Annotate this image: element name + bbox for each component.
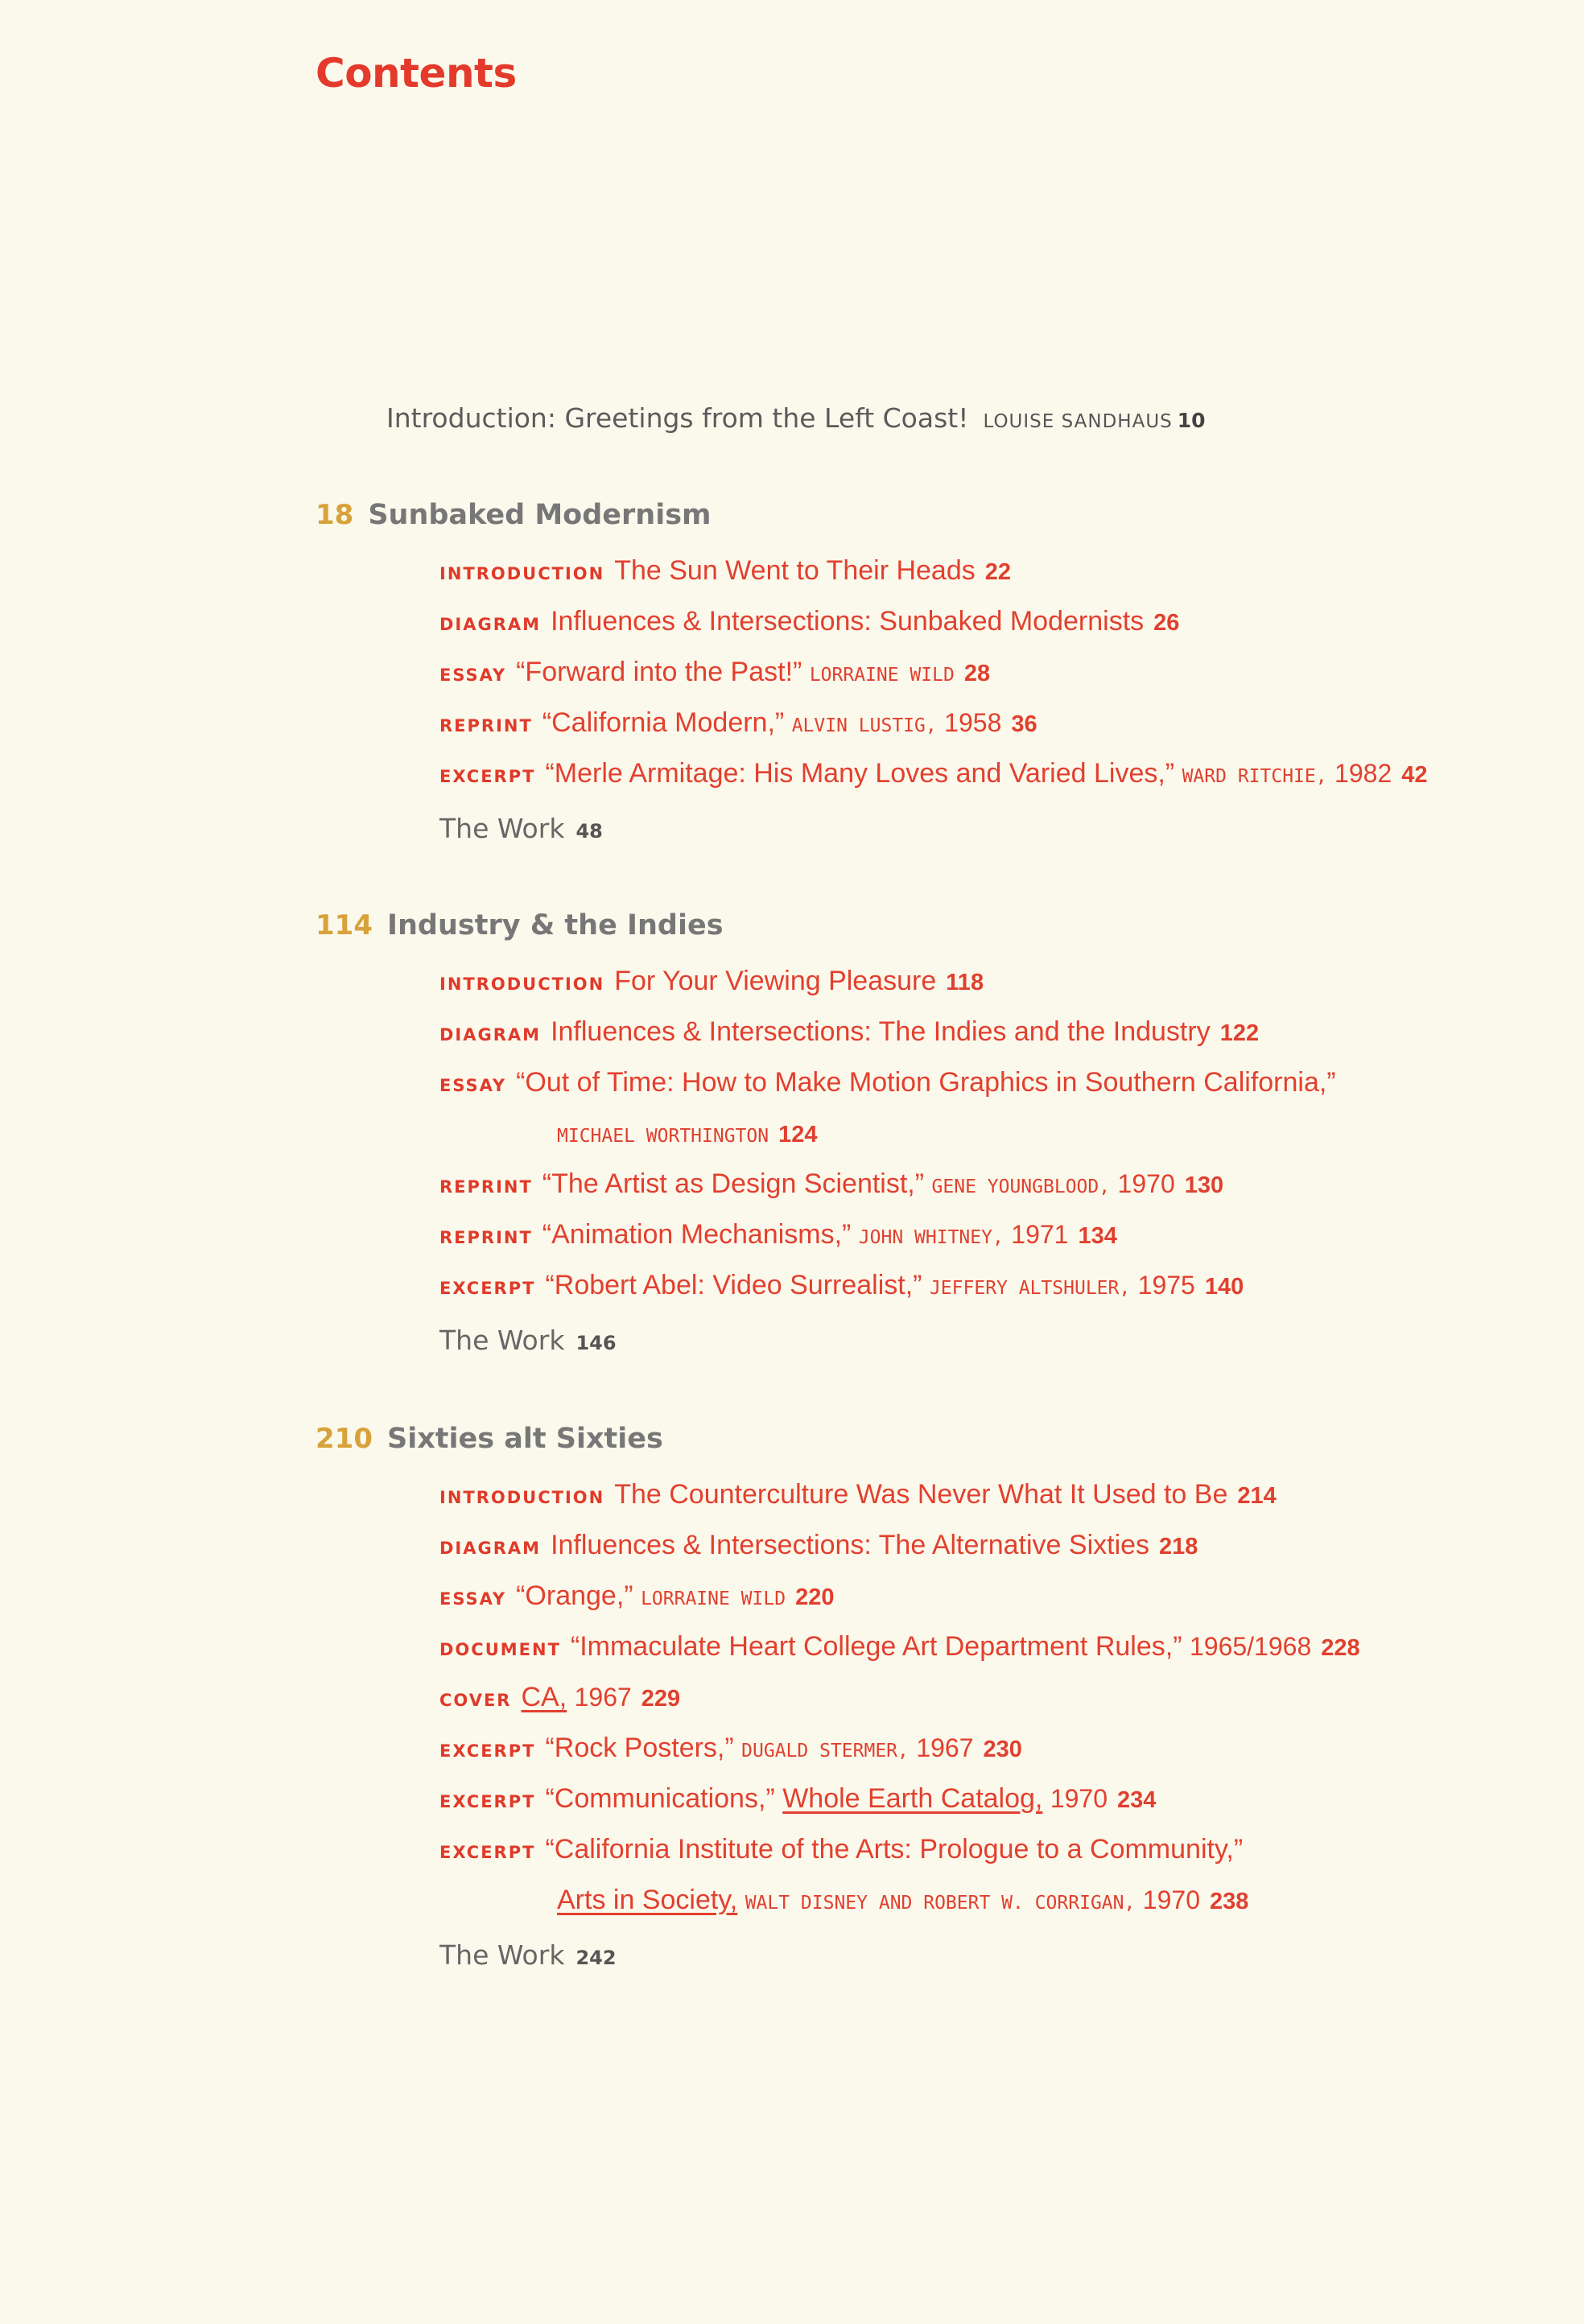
entry-page-number: 124 xyxy=(778,1122,818,1148)
section-heading[interactable] xyxy=(316,499,1428,546)
entry-title: “Immaculate Heart College Art Department Rules,” xyxy=(570,1631,1182,1662)
entry-page-number: 122 xyxy=(1219,1020,1260,1046)
section-title: Sunbaked Modernism xyxy=(368,499,712,531)
entry-type-label: EXCERPT xyxy=(439,1843,536,1862)
the-work-page-number: 48 xyxy=(575,820,603,843)
entry-year: 1970 xyxy=(1050,1784,1108,1813)
entry-page-number: 42 xyxy=(1401,762,1428,788)
entry-title: Influences & Intersections: The Alternative Sixties xyxy=(551,1530,1150,1560)
entry-page-number: 130 xyxy=(1184,1172,1224,1198)
entry-page-number: 22 xyxy=(984,559,1012,585)
entry-page-number: 214 xyxy=(1237,1483,1277,1509)
entry-title: The Counterculture Was Never What It Used to Be xyxy=(614,1479,1228,1510)
entry-page-number: 140 xyxy=(1204,1274,1244,1300)
entry-author: GENE YOUNGBLOOD, xyxy=(931,1176,1111,1197)
entry-title: “Forward into the Past!” xyxy=(516,657,802,687)
entry-author: LORRAINE WILD xyxy=(809,665,955,686)
entry-author: LORRAINE WILD xyxy=(641,1588,786,1609)
entry-continuation[interactable] xyxy=(439,1875,1360,1926)
the-work-entry[interactable] xyxy=(439,1926,1360,1982)
entry-type-label: EXCERPT xyxy=(439,1741,536,1761)
entry-continuation[interactable] xyxy=(439,1108,1336,1159)
entry-page-number: 238 xyxy=(1209,1889,1249,1914)
section-title: Industry & the Indies xyxy=(386,909,724,942)
section xyxy=(316,909,1336,1367)
entry-title: Influences & Intersections: The Indies and the Industry xyxy=(551,1016,1211,1047)
entry-author: WARD RITCHIE, xyxy=(1182,766,1327,787)
entry-type-label: DOCUMENT xyxy=(439,1640,561,1659)
section-page-number: 18 xyxy=(316,499,354,531)
entry-page-number: 134 xyxy=(1078,1223,1117,1249)
entry-year: 1970 xyxy=(1142,1885,1200,1914)
entry-list xyxy=(439,1469,1360,1982)
toc-entry[interactable] xyxy=(439,956,1336,1007)
toc-entry[interactable] xyxy=(439,1159,1336,1209)
toc-entry[interactable] xyxy=(439,1774,1360,1824)
entry-type-label: REPRINT xyxy=(439,1228,533,1247)
entry-type-label: EXCERPT xyxy=(439,1279,536,1298)
entry-page-number: 218 xyxy=(1159,1534,1198,1560)
entry-page-number: 118 xyxy=(946,970,984,995)
section-title: Sixties alt Sixties xyxy=(386,1423,663,1455)
toc-entry[interactable] xyxy=(439,1621,1360,1672)
the-work-entry[interactable] xyxy=(439,799,1428,855)
toc-entry[interactable] xyxy=(439,1260,1336,1311)
entry-list xyxy=(439,956,1336,1367)
entry-list xyxy=(439,546,1428,855)
section-heading[interactable] xyxy=(316,1423,1360,1469)
entry-page-number: 26 xyxy=(1153,610,1180,636)
entry-title: “The Artist as Design Scientist,” xyxy=(542,1168,925,1199)
toc-entry[interactable] xyxy=(439,698,1428,748)
entry-year: 1958 xyxy=(944,708,1002,737)
entry-page-number: 229 xyxy=(641,1686,681,1712)
entry-year: 1967 xyxy=(916,1733,974,1762)
intro-author: LOUISE SANDHAUS xyxy=(983,411,1173,432)
entry-author: JEFFERY ALTSHULER, xyxy=(929,1278,1131,1299)
intro-title: Introduction: Greetings from the Left Coast! xyxy=(386,402,969,434)
section-page-number: 210 xyxy=(316,1423,373,1455)
the-work-label: The Work xyxy=(439,1325,565,1356)
entry-type-label: ESSAY xyxy=(439,665,507,685)
toc-entry[interactable] xyxy=(439,748,1428,799)
entry-type-label: EXCERPT xyxy=(439,767,536,786)
entry-type-label: INTRODUCTION xyxy=(439,975,605,994)
the-work-page-number: 146 xyxy=(575,1332,617,1354)
the-work-page-number: 242 xyxy=(575,1947,617,1969)
entry-type-label: DIAGRAM xyxy=(439,1025,542,1045)
entry-title: Influences & Intersections: Sunbaked Modernists xyxy=(551,606,1145,637)
page-title: Contents xyxy=(316,50,517,97)
entry-title: “Communications,” xyxy=(545,1783,775,1814)
section-heading[interactable] xyxy=(316,909,1336,956)
toc-entry[interactable] xyxy=(439,1007,1336,1057)
entry-type-label: REPRINT xyxy=(439,716,533,736)
intro-page-number: 10 xyxy=(1177,409,1206,432)
entry-page-number: 234 xyxy=(1117,1787,1157,1813)
section xyxy=(316,499,1428,855)
entry-page-number: 230 xyxy=(983,1737,1022,1762)
entry-author: JOHN WHITNEY, xyxy=(858,1227,1004,1248)
toc-entry[interactable] xyxy=(439,1723,1360,1774)
entry-year: 1967 xyxy=(574,1683,632,1712)
the-work-entry[interactable] xyxy=(439,1311,1336,1367)
toc-entry[interactable] xyxy=(439,1824,1360,1875)
toc-entry[interactable] xyxy=(439,1520,1360,1571)
toc-entry[interactable] xyxy=(439,546,1428,596)
entry-underlined-title: CA, xyxy=(521,1682,567,1712)
entry-title: “Orange,” xyxy=(516,1580,633,1611)
entry-author: WALT DISNEY AND ROBERT W. CORRIGAN, xyxy=(745,1893,1136,1914)
entry-type-label: COVER xyxy=(439,1691,512,1710)
toc-entry[interactable] xyxy=(439,1672,1360,1723)
entry-type-label: ESSAY xyxy=(439,1589,507,1609)
entry-title: For Your Viewing Pleasure xyxy=(614,966,937,996)
entry-year: 1971 xyxy=(1011,1220,1069,1249)
entry-page-number: 220 xyxy=(795,1584,835,1610)
section xyxy=(316,1423,1360,1982)
entry-year: 1982 xyxy=(1334,759,1392,788)
entry-underlined-title: Whole Earth Catalog, xyxy=(782,1783,1043,1814)
entry-title: “California Modern,” xyxy=(542,707,785,738)
toc-entry[interactable] xyxy=(439,647,1428,698)
entry-year: 1970 xyxy=(1117,1169,1175,1198)
entry-type-label: EXCERPT xyxy=(439,1792,536,1811)
toc-entry[interactable] xyxy=(439,1209,1336,1260)
toc-entry[interactable] xyxy=(439,1057,1336,1108)
entry-title: “California Institute of the Arts: Prologue to a Community,” xyxy=(545,1834,1244,1865)
the-work-label: The Work xyxy=(439,813,565,844)
entry-page-number: 228 xyxy=(1321,1635,1360,1661)
entry-underlined-title: Arts in Society, xyxy=(557,1885,738,1915)
toc-entry[interactable] xyxy=(439,1469,1360,1520)
entry-title: “Out of Time: How to Make Motion Graphics in Southern California,” xyxy=(516,1067,1336,1098)
entry-page-number: 36 xyxy=(1011,711,1037,737)
entry-type-label: DIAGRAM xyxy=(439,615,542,634)
entry-author: MICHAEL WORTHINGTON xyxy=(557,1126,769,1147)
entry-title: “Rock Posters,” xyxy=(545,1733,734,1763)
entry-title: The Sun Went to Their Heads xyxy=(614,555,976,586)
entry-author: DUGALD STERMER, xyxy=(741,1741,909,1762)
entry-type-label: REPRINT xyxy=(439,1177,533,1197)
entry-author: ALVIN LUSTIG, xyxy=(791,715,937,736)
entry-title: “Merle Armitage: His Many Loves and Varied Lives,” xyxy=(545,758,1175,789)
entry-page-number: 28 xyxy=(963,661,991,686)
entry-year: 1965/1968 xyxy=(1189,1632,1312,1661)
intro-entry[interactable] xyxy=(386,402,1206,434)
the-work-label: The Work xyxy=(439,1939,565,1971)
toc-entry[interactable] xyxy=(439,1571,1360,1621)
toc-entry[interactable] xyxy=(439,596,1428,647)
entry-title: “Robert Abel: Video Surrealist,” xyxy=(545,1270,922,1300)
entry-type-label: INTRODUCTION xyxy=(439,1488,605,1507)
entry-type-label: DIAGRAM xyxy=(439,1539,542,1558)
entry-year: 1975 xyxy=(1137,1271,1195,1300)
entry-type-label: INTRODUCTION xyxy=(439,564,605,583)
entry-type-label: ESSAY xyxy=(439,1076,507,1095)
section-page-number: 114 xyxy=(316,909,373,942)
entry-title: “Animation Mechanisms,” xyxy=(542,1219,852,1250)
